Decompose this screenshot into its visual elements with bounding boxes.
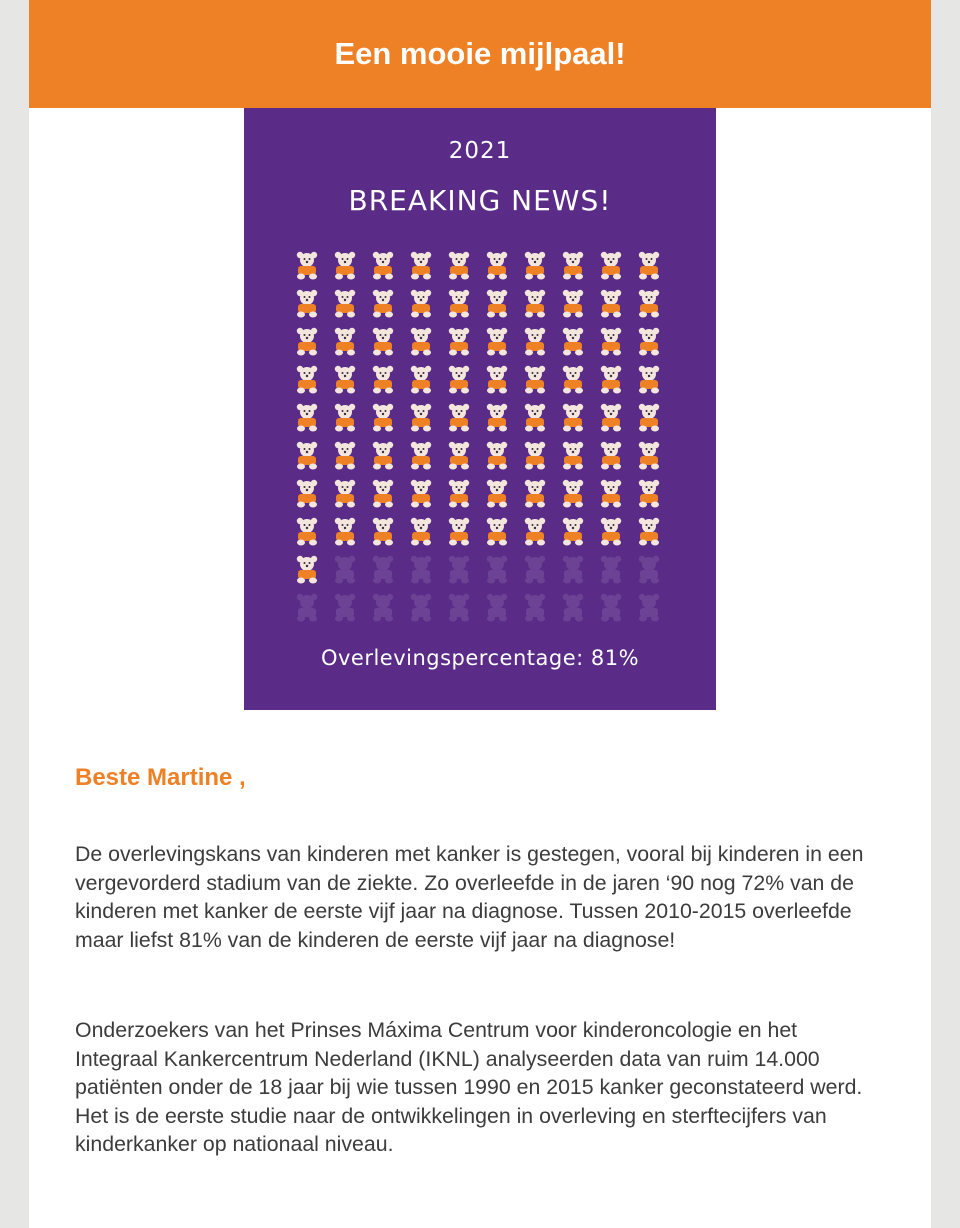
teddy-bear-faded-icon: [444, 592, 474, 622]
teddy-bear-icon: [292, 440, 322, 470]
teddy-bear-icon: [368, 250, 398, 280]
teddy-bear-icon: [292, 402, 322, 432]
teddy-bear-icon: [292, 516, 322, 546]
teddy-bear-icon: [520, 288, 550, 318]
teddy-bear-faded-icon: [558, 592, 588, 622]
teddy-bear-grid: [290, 248, 670, 628]
poster-year: 2021: [448, 138, 512, 164]
teddy-bear-icon: [558, 440, 588, 470]
teddy-bear-icon: [520, 364, 550, 394]
breaking-news-image: [244, 108, 716, 710]
teddy-bear-icon: [330, 250, 360, 280]
teddy-bear-faded-icon: [520, 554, 550, 584]
teddy-bear-icon: [634, 288, 664, 318]
teddy-bear-icon: [596, 364, 626, 394]
teddy-bear-icon: [482, 478, 512, 508]
teddy-bear-icon: [520, 402, 550, 432]
teddy-bear-faded-icon: [634, 554, 664, 584]
teddy-bear-faded-icon: [330, 554, 360, 584]
poster-headline: BREAKING NEWS!: [348, 184, 612, 217]
teddy-bear-faded-icon: [558, 554, 588, 584]
banner-title: Een mooie mijlpaal!: [334, 36, 626, 71]
teddy-bear-icon: [596, 250, 626, 280]
teddy-bear-icon: [482, 326, 512, 356]
teddy-bear-icon: [406, 440, 436, 470]
teddy-bear-icon: [558, 478, 588, 508]
teddy-bear-faded-icon: [634, 592, 664, 622]
teddy-bear-icon: [368, 516, 398, 546]
teddy-bear-faded-icon: [444, 554, 474, 584]
teddy-bear-icon: [406, 516, 436, 546]
teddy-bear-icon: [520, 478, 550, 508]
teddy-bear-icon: [330, 440, 360, 470]
teddy-bear-icon: [406, 402, 436, 432]
teddy-bear-faded-icon: [482, 554, 512, 584]
teddy-bear-icon: [558, 326, 588, 356]
teddy-bear-icon: [406, 364, 436, 394]
header-banner: [29, 0, 931, 108]
email-card: [29, 0, 931, 1228]
teddy-bear-icon: [520, 326, 550, 356]
teddy-bear-icon: [520, 440, 550, 470]
teddy-bear-icon: [406, 288, 436, 318]
teddy-bear-faded-icon: [330, 592, 360, 622]
teddy-bear-icon: [330, 364, 360, 394]
teddy-bear-faded-icon: [596, 554, 626, 584]
teddy-bear-icon: [520, 250, 550, 280]
teddy-bear-icon: [330, 478, 360, 508]
teddy-bear-icon: [634, 250, 664, 280]
teddy-bear-faded-icon: [406, 554, 436, 584]
teddy-bear-icon: [558, 364, 588, 394]
body-paragraph-2: Onderzoekers van het Prinses Máxima Centrum voor kinderoncologie en het Integraal Kankercentrum Nederland (IKNL) analyseerden data van ruim 14.000 patiënten onder de 18 jaar bij wie tussen 1990 en 2015 kanker geconstateerd werd. Het is de eerste studie naar de ontwikkelingen in overleving en sterftecijfers van kinderkanker op nationaal niveau.: [75, 1018, 863, 1156]
teddy-bear-icon: [596, 516, 626, 546]
teddy-bear-faded-icon: [406, 592, 436, 622]
teddy-bear-faded-icon: [368, 592, 398, 622]
teddy-bear-faded-icon: [292, 592, 322, 622]
teddy-bear-icon: [482, 516, 512, 546]
teddy-bear-icon: [558, 516, 588, 546]
teddy-bear-icon: [520, 516, 550, 546]
teddy-bear-icon: [482, 364, 512, 394]
teddy-bear-icon: [634, 364, 664, 394]
teddy-bear-icon: [444, 516, 474, 546]
teddy-bear-icon: [558, 288, 588, 318]
teddy-bear-icon: [368, 326, 398, 356]
teddy-bear-faded-icon: [368, 554, 398, 584]
teddy-bear-icon: [596, 440, 626, 470]
teddy-bear-icon: [406, 250, 436, 280]
teddy-bear-icon: [596, 478, 626, 508]
teddy-bear-icon: [292, 364, 322, 394]
teddy-bear-icon: [634, 516, 664, 546]
teddy-bear-icon: [330, 516, 360, 546]
body-paragraph-1: De overlevingskans van kinderen met kanker is gestegen, vooral bij kinderen in een vergevorderd stadium van de ziekte. Zo overleefde in de jaren ‘90 nog 72% van de kinderen met kanker de eerste vijf jaar na diagnose. Tussen 2010-2015 overleefde maar liefst 81% van de kinderen de eerste vijf jaar na diagnose!: [75, 842, 864, 952]
teddy-bear-icon: [330, 326, 360, 356]
teddy-bear-icon: [292, 288, 322, 318]
teddy-bear-icon: [596, 288, 626, 318]
teddy-bear-icon: [292, 478, 322, 508]
teddy-bear-icon: [368, 440, 398, 470]
teddy-bear-icon: [368, 288, 398, 318]
teddy-bear-icon: [444, 402, 474, 432]
teddy-bear-icon: [482, 440, 512, 470]
teddy-bear-faded-icon: [596, 592, 626, 622]
teddy-bear-faded-icon: [482, 592, 512, 622]
teddy-bear-icon: [634, 326, 664, 356]
teddy-bear-icon: [482, 402, 512, 432]
teddy-bear-icon: [444, 364, 474, 394]
teddy-bear-icon: [368, 364, 398, 394]
teddy-bear-icon: [482, 288, 512, 318]
teddy-bear-icon: [634, 440, 664, 470]
teddy-bear-icon: [292, 554, 322, 584]
teddy-bear-icon: [634, 478, 664, 508]
teddy-bear-icon: [444, 288, 474, 318]
teddy-bear-icon: [634, 402, 664, 432]
teddy-bear-icon: [596, 402, 626, 432]
greeting: Beste Martine ,: [75, 764, 246, 791]
teddy-bear-faded-icon: [520, 592, 550, 622]
teddy-bear-icon: [330, 288, 360, 318]
teddy-bear-icon: [558, 402, 588, 432]
teddy-bear-icon: [330, 402, 360, 432]
teddy-bear-icon: [444, 478, 474, 508]
teddy-bear-icon: [292, 326, 322, 356]
teddy-bear-icon: [368, 402, 398, 432]
teddy-bear-icon: [406, 478, 436, 508]
teddy-bear-icon: [292, 250, 322, 280]
teddy-bear-icon: [596, 326, 626, 356]
teddy-bear-icon: [444, 250, 474, 280]
teddy-bear-icon: [406, 326, 436, 356]
teddy-bear-icon: [444, 440, 474, 470]
teddy-bear-icon: [368, 478, 398, 508]
teddy-bear-icon: [558, 250, 588, 280]
survival-rate-label: Overlevingspercentage: 81%: [320, 646, 640, 670]
teddy-bear-icon: [482, 250, 512, 280]
teddy-bear-icon: [444, 326, 474, 356]
